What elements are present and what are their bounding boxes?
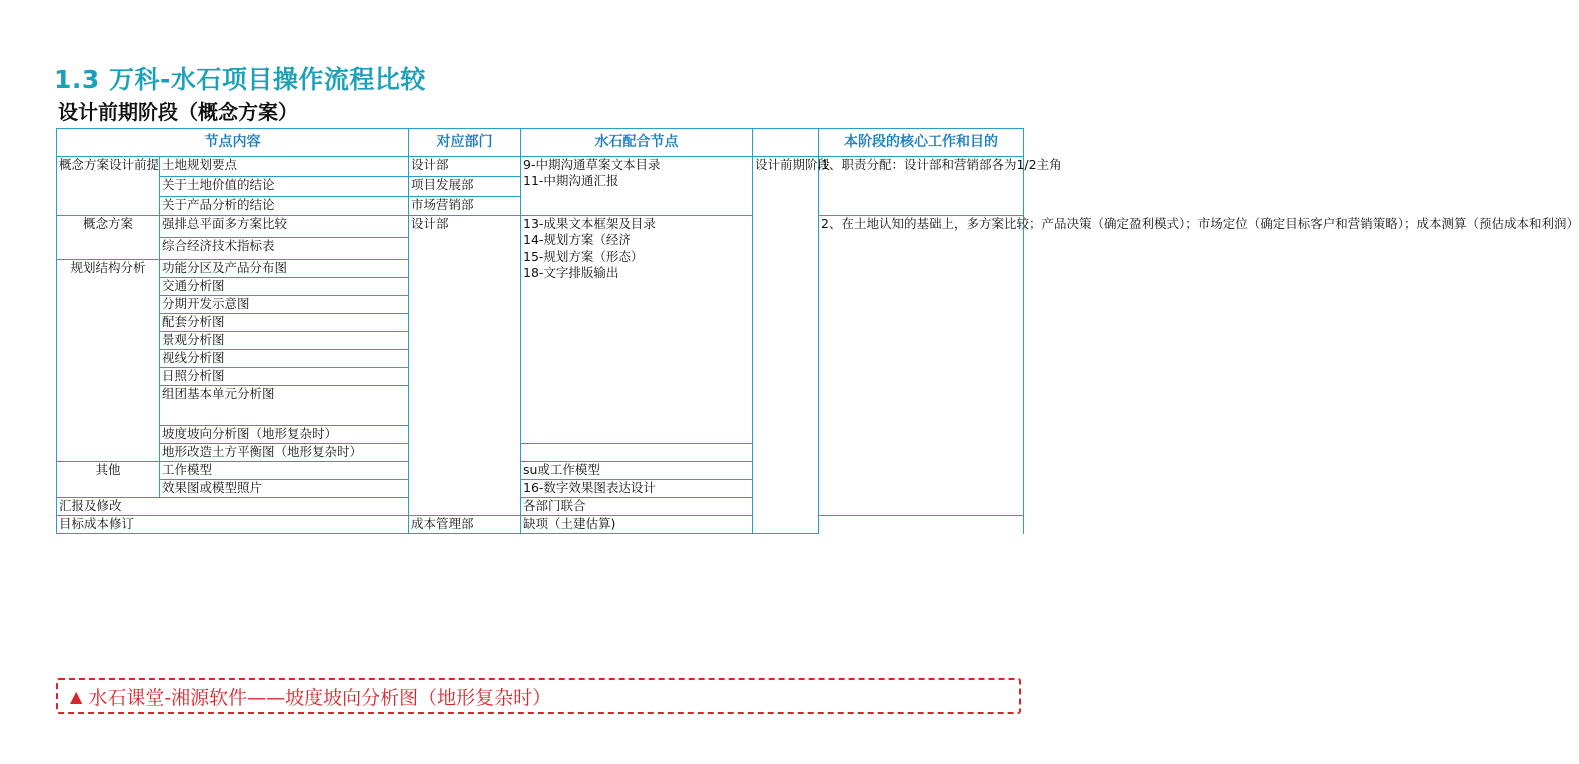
- shuishi-missing-estimate: 缺项（土建估算): [521, 516, 753, 534]
- dept-cost-mgmt: 成本管理部: [409, 516, 521, 534]
- item-site-plan-compare: 强排总平面多方案比较: [160, 216, 409, 238]
- shuishi-mid-communication: [521, 157, 753, 216]
- category-cost: 目标成本修订: [57, 516, 409, 534]
- dept-design: 设计部: [409, 157, 521, 177]
- shuishi-node-14: 14-规划方案（经济: [523, 232, 631, 248]
- item-traffic: 交通分析图: [160, 278, 409, 296]
- shuishi-su-model: su或工作模型: [521, 462, 753, 480]
- note-box: [56, 678, 1021, 714]
- item-cluster-unit: 组团基本单元分析图: [160, 386, 409, 426]
- item-land-planning: 土地规划要点: [160, 157, 409, 177]
- item-land-value: 关于土地价值的结论: [160, 177, 409, 197]
- category-other: 其他: [57, 462, 160, 498]
- item-econ-indicators: 综合经济技术指标表: [160, 238, 409, 260]
- header-node-content: 节点内容: [57, 129, 409, 157]
- item-function-zoning: 功能分区及产品分布图: [160, 260, 409, 278]
- core-work-1: 1、职责分配：设计部和营销部各为1/2主角: [819, 157, 1024, 216]
- page-subtitle: 设计前期阶段（概念方案）: [58, 100, 298, 124]
- shuishi-node-16: 16-数字效果图表达设计: [521, 480, 753, 498]
- shuishi-node-15: 15-规划方案（形态）: [523, 248, 644, 264]
- dept-marketing: 市场营销部: [409, 197, 521, 216]
- process-table: [56, 128, 1579, 534]
- shuishi-node-11: 11-中期沟通汇报: [523, 173, 619, 189]
- shuishi-outputs: [521, 216, 753, 444]
- item-facilities: 配套分析图: [160, 314, 409, 332]
- item-product-analysis: 关于产品分析的结论: [160, 197, 409, 216]
- item-sightline: 视线分析图: [160, 350, 409, 368]
- category-concept: 概念方案: [57, 216, 160, 260]
- category-planning: 规划结构分析: [57, 260, 160, 462]
- dept-design-2: 设计部: [409, 216, 521, 516]
- header-blank: [753, 129, 819, 157]
- item-phasing: 分期开发示意图: [160, 296, 409, 314]
- dept-joint: 各部门联合: [521, 498, 753, 516]
- dept-project-dev: 项目发展部: [409, 177, 521, 197]
- category-report: 汇报及修改: [57, 498, 409, 516]
- header-core-work: 本阶段的核心工作和目的: [819, 129, 1024, 157]
- item-landscape: 景观分析图: [160, 332, 409, 350]
- item-sunlight: 日照分析图: [160, 368, 409, 386]
- note-text: 水石课堂-湘源软件——坡度坡向分析图（地形复杂时）: [88, 686, 552, 709]
- item-slope-aspect: 坡度坡向分析图（地形复杂时）: [160, 426, 409, 444]
- stage-label: 设计前期阶段: [753, 157, 819, 534]
- category-premise: 概念方案设计前提: [57, 157, 160, 216]
- item-renderings: 效果图或模型照片: [160, 480, 409, 498]
- page-title: 1.3 万科-水石项目操作流程比较: [54, 65, 426, 94]
- item-earthwork: 地形改造土方平衡图（地形复杂时）: [160, 444, 409, 462]
- header-department: 对应部门: [409, 129, 521, 157]
- triangle-icon: ▲: [70, 686, 83, 706]
- core-work-2: 2、在土地认知的基础上，多方案比较；产品决策（确定盈利模式）；市场定位（确定目标客户和营销策略）；成本测算（预估成本和利润）: [819, 216, 1024, 516]
- header-shuishi-node: 水石配合节点: [521, 129, 753, 157]
- shuishi-node-13: 13-成果文本框架及目录: [523, 216, 656, 231]
- item-work-model: 工作模型: [160, 462, 409, 480]
- shuishi-node-18: 18-文字排版输出: [523, 264, 619, 280]
- shuishi-node-9: 9-中期沟通草案文本目录: [523, 157, 661, 172]
